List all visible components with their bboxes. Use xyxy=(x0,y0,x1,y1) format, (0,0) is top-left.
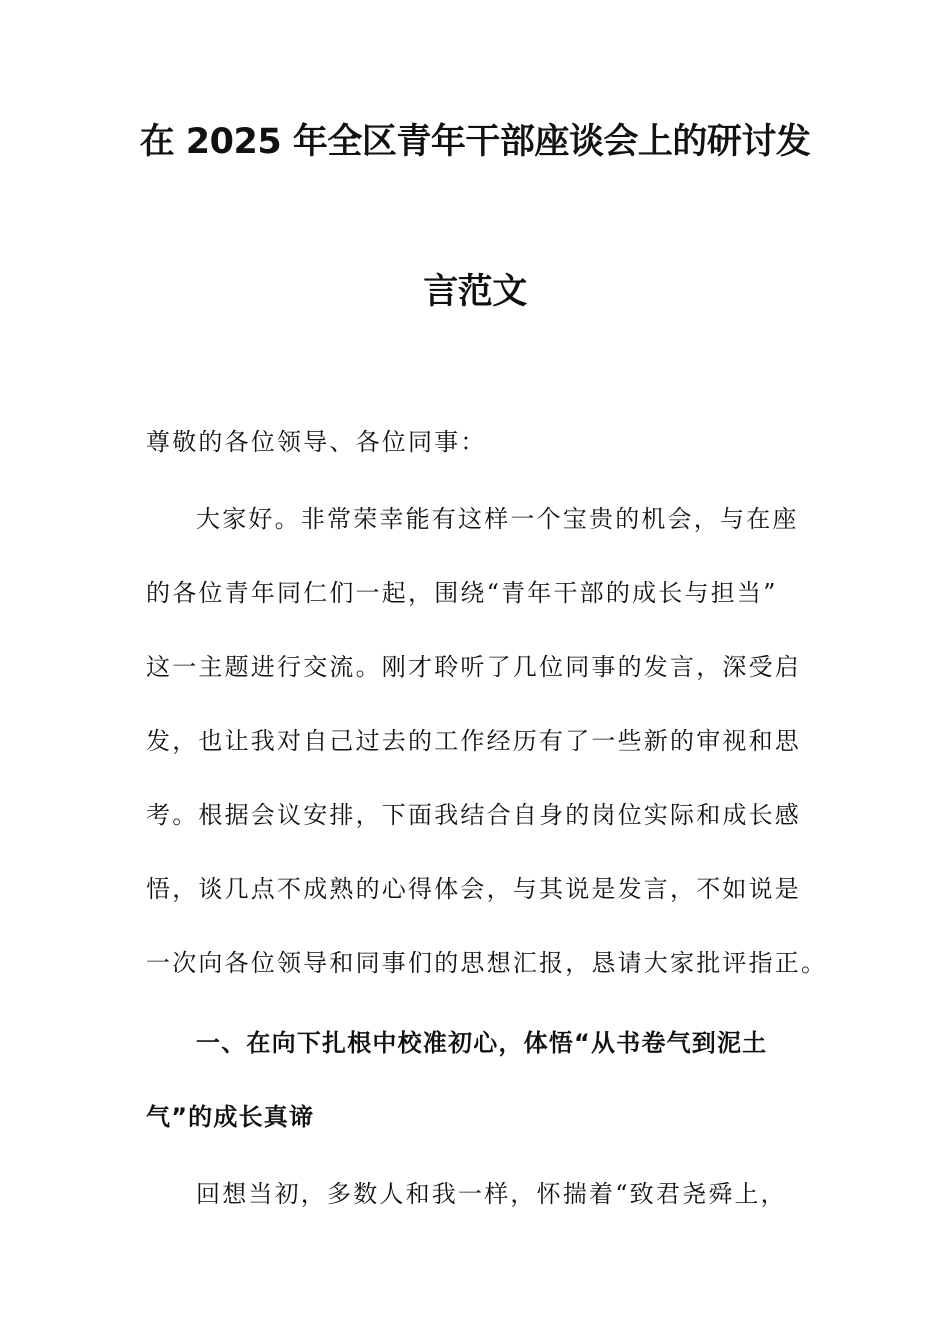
section-heading-line-1: 一、在向下扎根中校准初心，体悟“从书卷气到泥土 xyxy=(196,1029,768,1057)
paragraph-line: 考。根据会议安排，下面我结合自身的岗位实际和成长感 xyxy=(146,801,801,829)
paragraph-line: 一次向各位领导和同事们的思想汇报，恳请大家批评指正。 xyxy=(146,949,828,977)
paragraph-line: 大家好。非常荣幸能有这样一个宝贵的机会，与在座 xyxy=(196,505,799,533)
paragraph-line: 的各位青年同仁们一起，围绕“青年干部的成长与担当” xyxy=(146,579,778,607)
section-heading-line-2: 气”的成长真谛 xyxy=(146,1103,315,1131)
paragraph-line: 回想当初，多数人和我一样，怀揣着“致君尧舜上， xyxy=(196,1180,787,1208)
document-title-line-2: 言范文 xyxy=(423,272,527,312)
paragraph-line: 悟，谈几点不成熟的心得体会，与其说是发言，不如说是 xyxy=(146,875,801,903)
paragraph-line: 这一主题进行交流。刚才聆听了几位同事的发言，深受启 xyxy=(146,653,801,681)
paragraph-line: 发，也让我对自己过去的工作经历有了一些新的审视和思 xyxy=(146,727,801,755)
salutation: 尊敬的各位领导、各位同事： xyxy=(146,428,487,456)
document-title-line-1: 在 2025 年全区青年干部座谈会上的研讨发 xyxy=(139,122,811,162)
